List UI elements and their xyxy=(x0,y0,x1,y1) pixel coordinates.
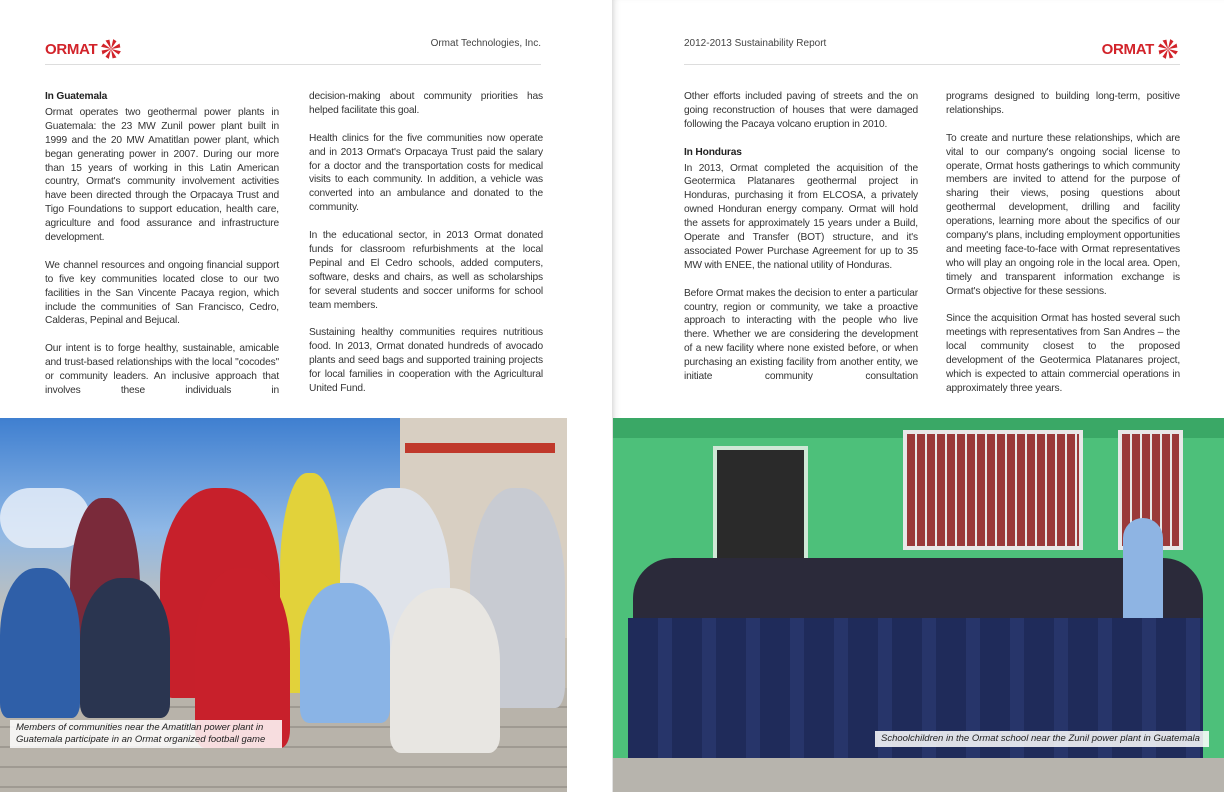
paragraph: Before Ormat makes the decision to enter a particular country, region or community, we take a proactive approach to interacting with the people who live there. Whether we are considering the development of a new facility where none existed before, or when purchasing an existing facility from another entity, we initiate community consultation xyxy=(684,287,918,383)
paragraph: In the educational sector, in 2013 Ormat donated funds for classroom refurbishments at the local Pepinal and El Cedro schools, added computers, software, desks and chairs, as well as scholarships for several students and soccer uniforms for school team members. xyxy=(309,230,543,311)
paragraph: Ormat operates two geothermal power plants in Guatemala: the 23 MW Zunil power plant built in 1999 and the 20 MW Amatitlan power plant, which began generating power in 2007. During our more than 15 years of working in this Latin American country, Ormat's community involvement activities have been directed through the Orpacaya Trust and Tigo Foundations to support education, health care, agriculture and food assurance and infrastructure development. xyxy=(45,106,279,244)
pinwheel-icon xyxy=(100,38,122,60)
paragraph: In 2013, Ormat completed the acquisition of the Geotermica Platanares geothermal project in Honduras, purchasing it from ELCOSA, a privately owned Honduran energy company. Ormat will hold the assets for approximately 15 years under a Build, Operate and Transfer (BOT) structure, and it's associated Power Purchase Agreement for up to 35 MW with ENEE, the national utility of Honduras. xyxy=(684,162,918,271)
text-column-2 xyxy=(309,90,543,396)
paragraph: Health clinics for the five communities now operate and in 2013 Ormat's Orpacaya Trust paid the salary for a doctor and the transportation costs for medical visits to each community. In addition, a vehicle was converted into an ambulance and donated to the community. xyxy=(309,132,543,214)
right-page xyxy=(612,0,1224,792)
page-header: Ormat Technologies, Inc. xyxy=(430,38,541,49)
football-team-photo xyxy=(0,418,567,792)
pinwheel-icon xyxy=(1157,38,1179,60)
schoolchildren-photo xyxy=(613,418,1224,792)
section-heading: In Honduras xyxy=(684,146,742,158)
paragraph: Other efforts included paving of streets and the on going reconstruction of houses that were damaged following the Pacaya volcano eruption in 2010. xyxy=(684,91,918,130)
paragraph: Our intent is to forge healthy, sustainable, amicable and trust-based relationships with the local "cocodes" or community leaders. An inclusive approach that involves these individuals in xyxy=(45,343,279,396)
header-divider xyxy=(45,64,541,65)
logo-wordmark: ORMAT xyxy=(1101,40,1154,58)
ormat-logo xyxy=(45,38,122,60)
photo-caption: Members of communities near the Amatitlan power plant in Guatemala participate in an Ormat organized football game xyxy=(10,720,282,748)
text-column-1 xyxy=(684,90,918,384)
paragraph: We channel resources and ongoing financial support to five key communities located close to our two facilities in the San Vincente Pacaya region, which include the communities of San Francisco, Cedro, Calderas, Pepinal and Bejucal. xyxy=(45,259,279,327)
page-header: 2012-2013 Sustainability Report xyxy=(684,38,827,49)
header-divider xyxy=(684,64,1180,65)
ormat-logo xyxy=(1102,38,1179,60)
text-column-1 xyxy=(45,90,279,398)
paragraph: Since the acquisition Ormat has hosted several such meetings with representatives from San Andres – the local community closest to the proposed development of the Geotermica Platanares project, which is expected to attain commercial operations in approximately three years. xyxy=(946,313,1180,394)
photo-caption: Schoolchildren in the Ormat school near the Zunil power plant in Guatemala xyxy=(875,731,1209,747)
paragraph: programs designed to building long-term, positive relationships. xyxy=(946,91,1180,116)
paragraph: decision-making about community priorities has helped facilitate this goal. xyxy=(309,91,543,116)
paragraph: To create and nurture these relationships, which are vital to our company's ongoing social license to operate, Ormat hosts gatherings to which community members are invited to attend for the purpose of sharing their views, posing questions about geothermal development, drilling and facility operations, learning more about the specifics of our company's plans, including employment opportunities and meeting face-to-face with Ormat representatives who will play an ongoing role in the local area. Open, timely and transparent information exchange is Ormat's objective for these sessions. xyxy=(946,132,1180,297)
section-heading: In Guatemala xyxy=(45,91,108,102)
logo-wordmark: ORMAT xyxy=(45,40,98,58)
text-column-2 xyxy=(946,90,1180,396)
paragraph: Sustaining healthy communities requires nutritious food. In 2013, Ormat donated hundreds of avocado plants and seed bags and supported training projects for local families in cooperation with the Agricultural United Fund. xyxy=(309,327,543,394)
